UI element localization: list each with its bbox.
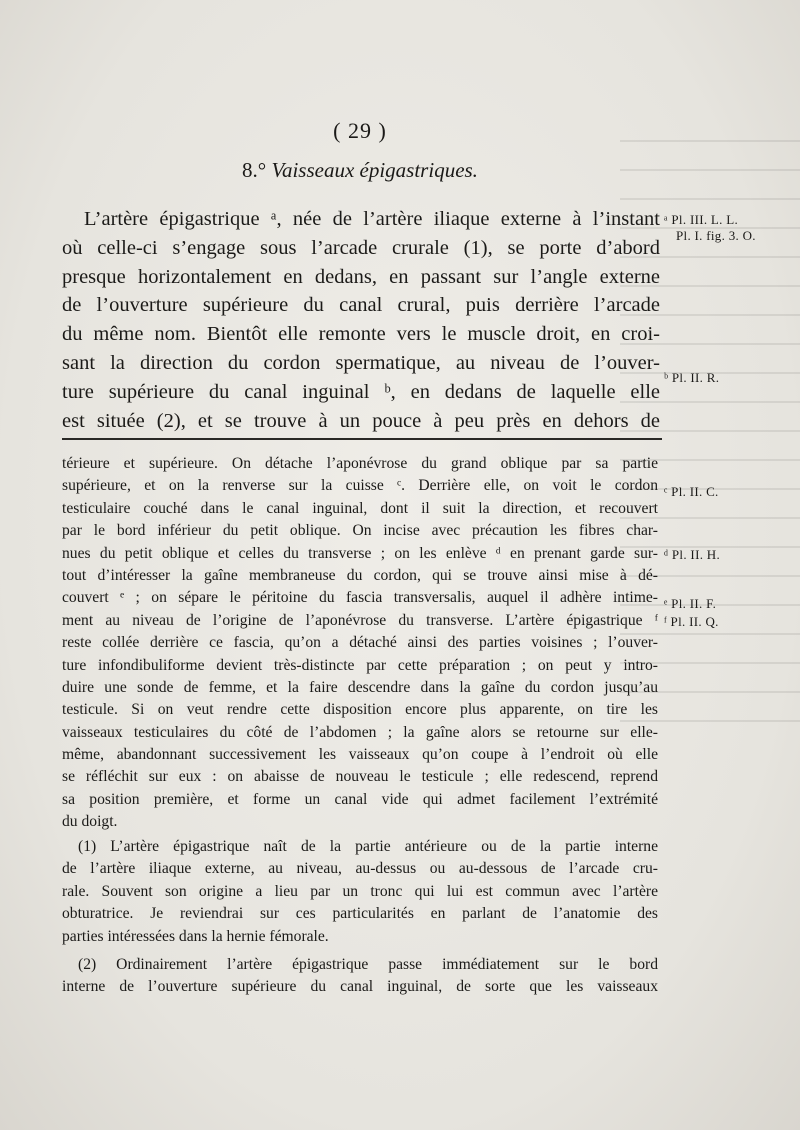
margin-note: ᵇ Pl. II. R.: [664, 370, 720, 385]
footnote-line: testiculaire couché dans le canal inguinal, dont il suit la direction, et recouvert: [62, 499, 658, 517]
footnote-line: rale. Souvent son origine a lieu par un tronc qui lui est commun avec l’artère: [62, 882, 658, 900]
page-number: ( 29 ): [333, 118, 387, 143]
footnote-line: térieure et supérieure. On détache l’aponévrose du grand oblique par sa partie: [62, 455, 658, 472]
footnote-line: se réfléchit sur eux : on abaisse de nouveau le testicule ; elle redescend, reprend: [62, 768, 658, 786]
footnote-divider: [62, 438, 662, 440]
main-line: presque horizontalement en dedans, en passant sur l’angle externe: [62, 265, 660, 288]
footnote-line: (2) Ordinairement l’artère épigastrique passe immédiatement sur le bord: [78, 956, 658, 973]
section-title: [0, 158, 720, 183]
margin-note: ᵈ Pl. II. H.: [664, 547, 721, 562]
section-title-text: Vaisseaux épigastriques.: [271, 158, 478, 182]
main-line: sant la direction du cordon spermatique, au niveau de l’ouver-: [62, 351, 660, 374]
section-number: 8.°: [242, 158, 267, 182]
margin-note: ᶠ Pl. II. Q.: [664, 614, 719, 629]
footnote-line: obturatrice. Je reviendrai sur ces particularités en parlant de l’anatomie des: [62, 905, 658, 923]
footnote-line: même, abandonnant successivement les vaisseaux qu’on coupe à l’endroit où elle: [62, 746, 658, 764]
footnote-line: duire une sonde de femme, et la faire descendre dans la gaîne du cordon jusqu’au: [62, 678, 658, 696]
footnote-1: [62, 836, 658, 948]
footnote-line: tout d’intéresser la gaîne membraneuse du cordon, qui se trouve ainsi mise à dé-: [62, 566, 658, 584]
main-line: où celle-ci s’engage sous l’arcade crurale (1), se porte d’abord: [62, 236, 660, 259]
footnote-line: vaisseaux testiculaires du côté de l’abdomen ; la gaîne alors se retourne sur elle-: [62, 723, 658, 741]
footnote-line: ment au niveau de l’origine de l’aponévrose du transverse. L’artère épigastrique ᶠ: [62, 611, 658, 629]
footnote-line: de l’artère iliaque externe, au niveau, au-dessus ou au-dessous de l’arcade cru-: [62, 860, 658, 878]
footnote-line: reste collée derrière ce fascia, qu’on a détaché ainsi des parties voisines ; l’ouver-: [62, 634, 658, 652]
footnote-line: parties intéressées dans la hernie fémorale.: [62, 927, 329, 945]
main-line: de l’ouverture supérieure du canal crural, puis derrière l’arcade: [62, 294, 660, 317]
footnote-line: interne de l’ouverture supérieure du canal inguinal, de sorte que les vaisseaux: [62, 978, 658, 996]
margin-note: ᵉ Pl. II. F.: [664, 596, 717, 611]
footnote-line: par le bord inférieur du petit oblique. On incise avec précaution les fibres char-: [62, 522, 658, 540]
footnote-line: testicule. Si on veut rendre cette disposition encore plus apparente, on tire les: [62, 701, 658, 719]
margin-note: ᵃ Pl. III. L. L.: [664, 212, 739, 227]
footnote-line: couvert ᵉ ; on sépare le péritoine du fascia transversalis, auquel il adhère intime-: [62, 589, 658, 607]
margin-note: Pl. I. fig. 3. O.: [676, 228, 756, 243]
main-line: ture supérieure du canal inguinal ᵇ, en dedans de laquelle elle: [62, 380, 660, 403]
footnote-line: (1) L’artère épigastrique naît de la partie antérieure ou de la partie interne: [78, 838, 658, 855]
main-line: est située (2), et se trouve à un pouce à peu près en dehors de: [62, 409, 660, 432]
footnote-2: [62, 954, 658, 999]
footnote-line: nues du petit oblique et celles du transverse ; on les enlève ᵈ en prenant garde sur-: [62, 544, 658, 562]
footnote-line: du doigt.: [62, 813, 118, 831]
footnote-line: sa position première, et forme un canal vide qui admet facilement l’extrémité: [62, 790, 658, 808]
main-line: du même nom. Bientôt elle remonte vers le muscle droit, en croi-: [62, 323, 660, 346]
footnote-line: ture infondibuliforme devient très-distincte par cette préparation ; on peut y intro-: [62, 656, 658, 674]
footnote-line: supérieure, et on la renverse sur la cuisse ᶜ. Derrière elle, on voit le cordon: [62, 477, 658, 495]
main-line: L’artère épigastrique ᵃ, née de l’artère iliaque externe à l’instant: [84, 208, 660, 230]
main-paragraph: [62, 205, 660, 435]
continued-footnote: [62, 453, 658, 834]
margin-note: ᶜ Pl. II. C.: [664, 484, 719, 499]
